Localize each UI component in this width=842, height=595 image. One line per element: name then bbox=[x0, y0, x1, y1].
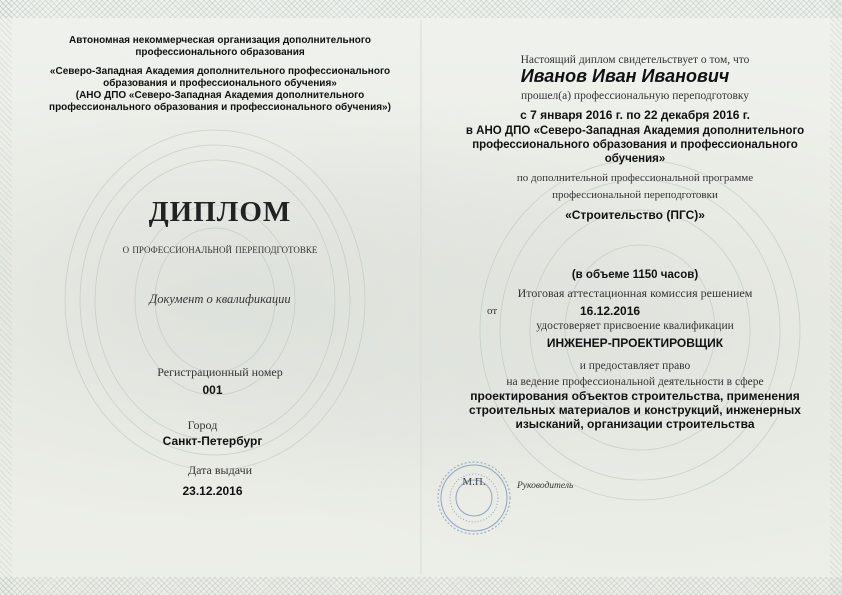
institution-line-1: в АНО ДПО «Северо-Западная Академия дополнительного bbox=[465, 125, 805, 137]
decision-from-label: от bbox=[487, 305, 498, 317]
institution-line-3: обучения» bbox=[604, 153, 666, 165]
activity-line-1: проектирования объектов строительства, применения bbox=[470, 389, 800, 403]
program-name: «Строительство (ПГС)» bbox=[565, 208, 705, 222]
registration-number: 001 bbox=[202, 383, 223, 397]
activity-intro: на ведение профессиональной деятельности в сфере bbox=[506, 376, 764, 388]
program-volume: (в объеме 1150 часов) bbox=[571, 269, 699, 281]
org-line-3: «Северо-Западная Академия дополнительного профессионального bbox=[49, 66, 391, 77]
stamp-seal bbox=[434, 458, 514, 538]
city-label: Город bbox=[187, 418, 218, 432]
org-line-1: Автономная некоммерческая организация дополнительного bbox=[69, 35, 371, 46]
diploma-title: ДИПЛОМ bbox=[148, 196, 292, 228]
activity-line-3: изысканий, организации строительства bbox=[515, 417, 755, 431]
decision-date: 16.12.2016 bbox=[580, 304, 641, 318]
passed-text: прошел(а) профессиональную переподготовку bbox=[520, 90, 750, 102]
issue-date-label: Дата выдачи bbox=[187, 463, 253, 477]
registration-label: Регистрационный номер bbox=[157, 365, 283, 379]
commission-text: Итоговая аттестационная комиссия решением bbox=[517, 286, 753, 300]
city-value: Санкт-Петербург bbox=[162, 434, 263, 448]
training-period: с 7 января 2016 г. по 22 декабря 2016 г. bbox=[520, 108, 750, 122]
certifies-text: Настоящий диплом свидетельствует о том, что bbox=[520, 54, 750, 66]
qualification-title: ИНЖЕНЕР-ПРОЕКТИРОВЩИК bbox=[546, 336, 724, 350]
org-line-6: профессионального образования и профессионального обучения») bbox=[49, 102, 391, 113]
diploma-subtitle: о профессиональной переподготовке bbox=[122, 241, 318, 256]
program-line-1: по дополнительной профессиональной программе bbox=[516, 172, 754, 184]
head-signature-label: Руководитель bbox=[517, 481, 574, 491]
document-type: Документ о квалификации bbox=[149, 292, 291, 306]
stamp-label: М.П. bbox=[462, 476, 486, 488]
org-line-2: профессионального образования bbox=[135, 47, 305, 58]
org-line-5: (АНО ДПО «Северо-Западная Академия дополнительного bbox=[75, 90, 365, 101]
institution-line-2: профессионального образования и профессионального bbox=[472, 139, 798, 151]
grants-text: и предоставляет право bbox=[579, 360, 691, 372]
qualification-text: удостоверяет присвоение квалификации bbox=[536, 320, 734, 332]
issue-date-value: 23.12.2016 bbox=[182, 484, 243, 498]
program-line-2: профессиональной переподготовки bbox=[552, 189, 718, 201]
org-line-4: образования и профессионального обучения» bbox=[103, 78, 337, 89]
activity-line-2: строительных материалов и конструкций, инженерных bbox=[469, 403, 801, 417]
holder-name: Иванов Иван Иванович bbox=[520, 66, 730, 86]
